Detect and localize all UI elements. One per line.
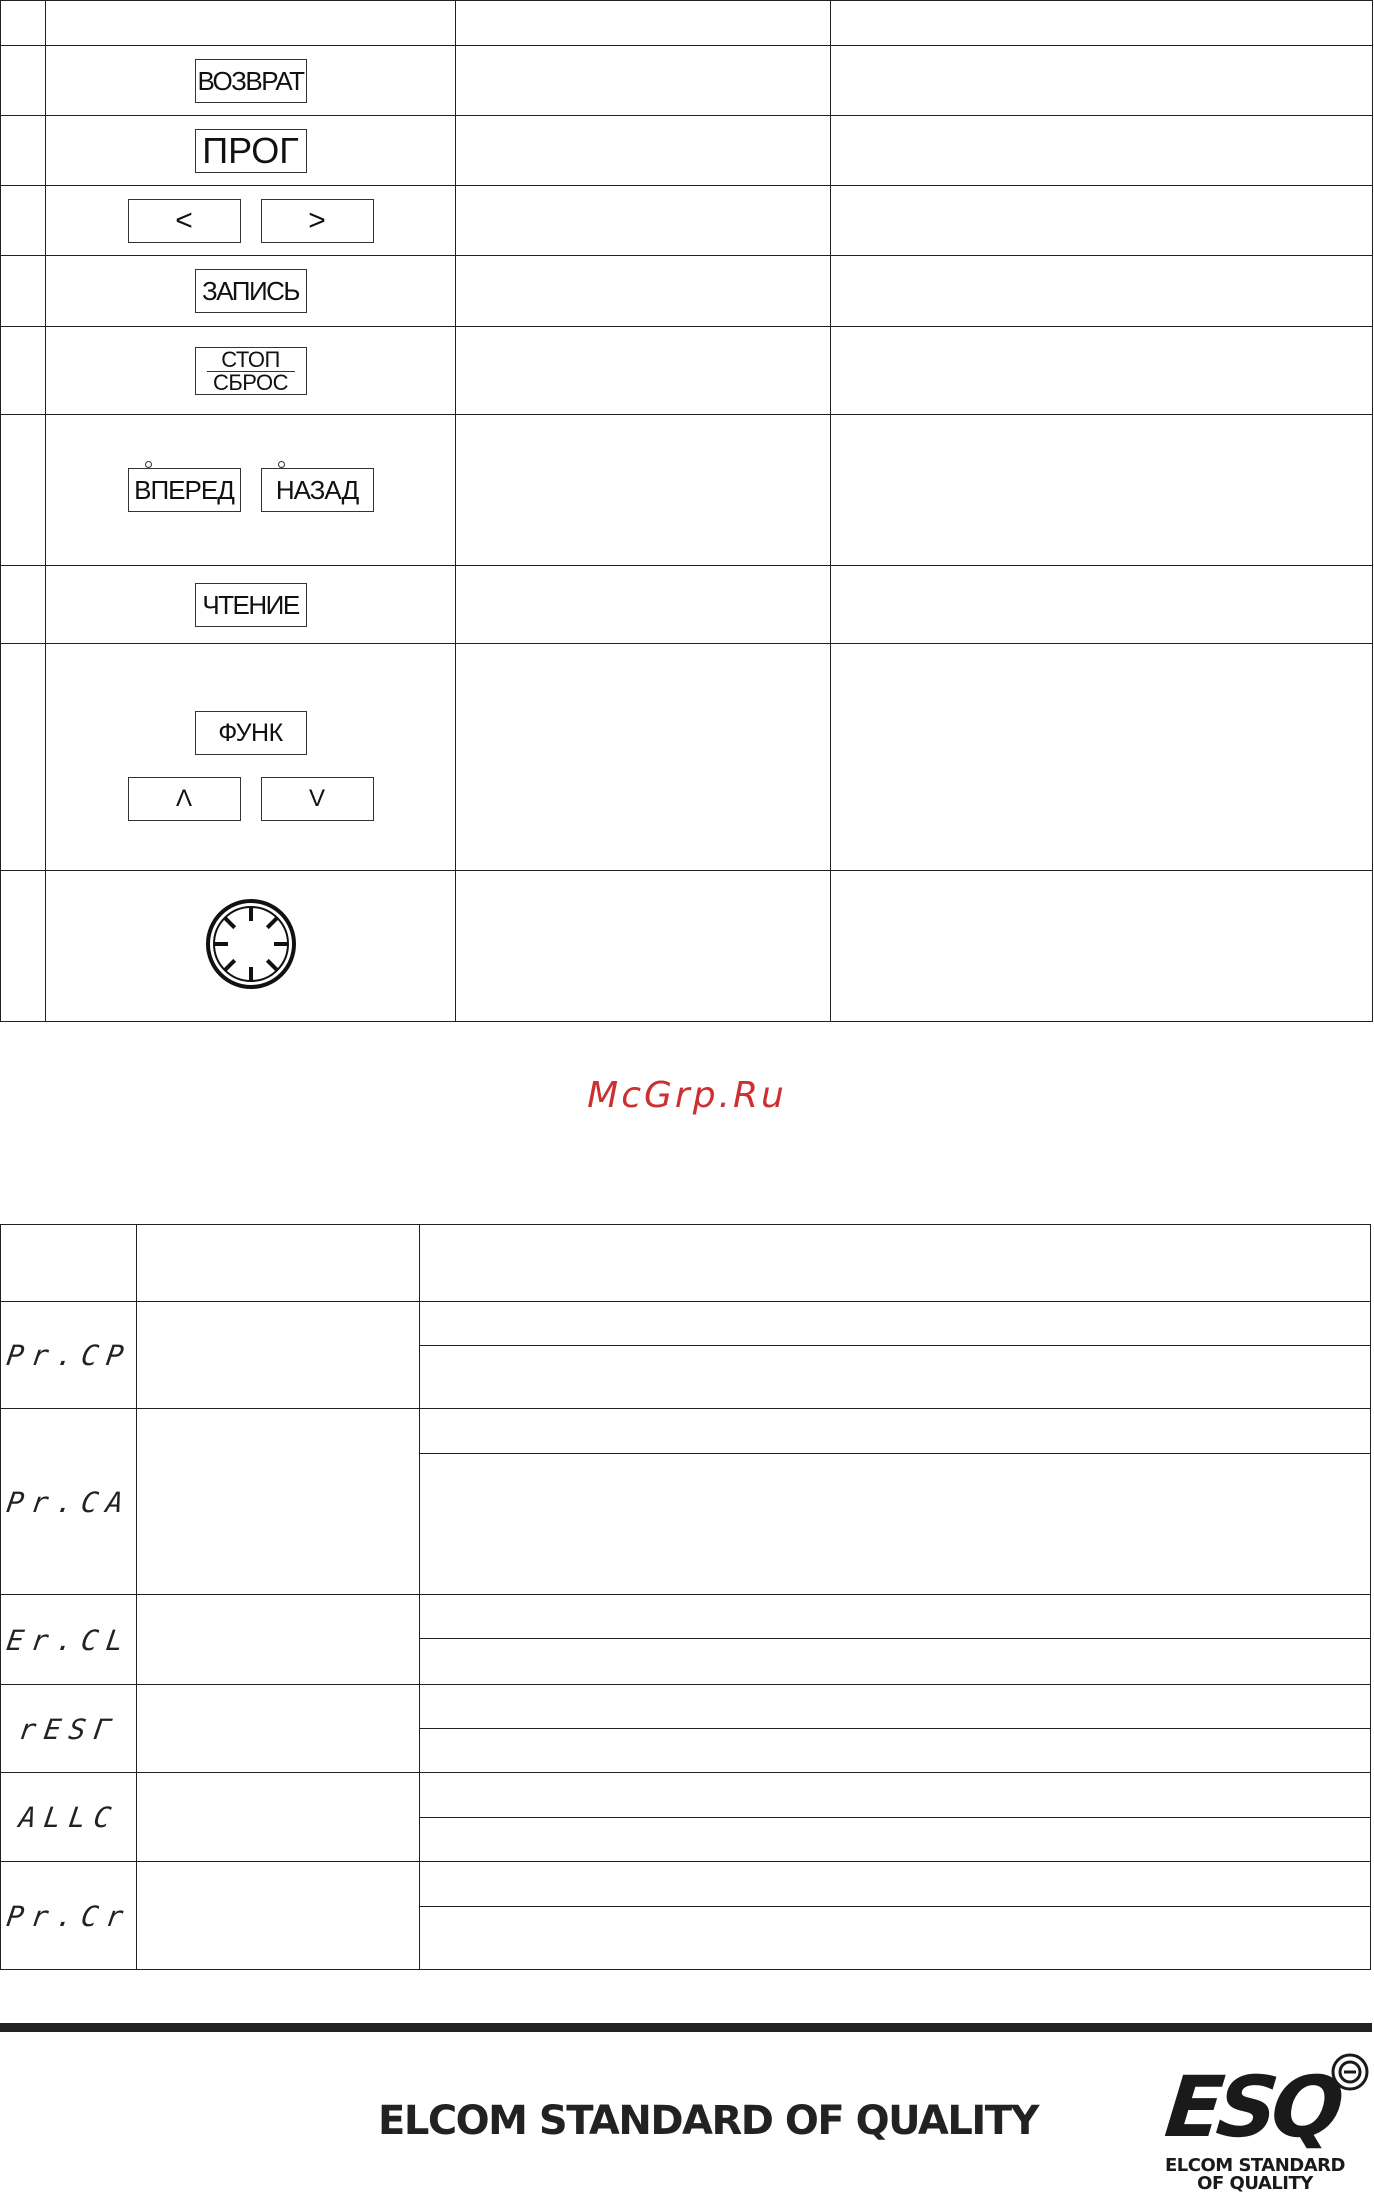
back-label: НАЗАД (275, 475, 359, 505)
logo-line-2: OF QUALITY (1197, 2173, 1313, 2194)
indicator-dot-icon (278, 461, 285, 468)
table-row (1, 46, 1373, 116)
return-key[interactable]: ВОЗВРАТ (195, 59, 307, 103)
table-row (1, 1409, 1371, 1454)
esq-logo (1160, 2050, 1374, 2194)
stop-reset-key[interactable] (195, 347, 307, 395)
footer-rule (0, 2023, 1372, 2032)
func-key[interactable]: ФУНК (195, 711, 307, 755)
code-cell: Pr.CA (0, 1409, 150, 1595)
forward-label: ВПЕРЕД (134, 475, 234, 505)
up-key[interactable]: Λ (128, 777, 241, 821)
table-row (1, 256, 1373, 327)
indicator-dot-icon (145, 461, 152, 468)
right-key[interactable]: > (261, 199, 374, 243)
table-header-row (1, 1225, 1371, 1302)
reset-label: СБРОС (212, 369, 288, 395)
stop-label: СТОП (207, 349, 295, 372)
table-row (1, 186, 1373, 256)
registered-mark-icon (1330, 2052, 1370, 2092)
table-row (1, 1773, 1371, 1818)
header-cell (456, 1, 831, 46)
back-key[interactable] (261, 468, 374, 512)
table-row (1, 116, 1373, 186)
prog-key[interactable]: ПРОГ (195, 129, 307, 173)
table-row (1, 327, 1373, 415)
header-cell (831, 1, 1373, 46)
table-row (1, 566, 1373, 644)
footer-slogan: ELCOM STANDARD OF QUALITY (378, 2098, 1038, 2144)
header-cell (1, 1, 46, 46)
code-cell: rESГ (0, 1685, 143, 1773)
logo-word: ESQ (1160, 2058, 1343, 2156)
table-row (1, 1302, 1371, 1346)
read-key[interactable]: ЧТЕНИЕ (195, 583, 307, 627)
dial-knob-icon[interactable] (203, 896, 299, 992)
header-cell (46, 1, 456, 46)
table-header-row (1, 1, 1373, 46)
down-key[interactable]: V (261, 777, 374, 821)
code-cell: Er.CL (0, 1595, 143, 1685)
left-key[interactable]: < (128, 199, 241, 243)
logo-line-1: ELCOM STANDARD (1165, 2155, 1345, 2176)
code-cell: Pr.Cr (0, 1862, 144, 1970)
table-row (1, 1862, 1371, 1907)
table-row (1, 1685, 1371, 1729)
table-row (1, 1595, 1371, 1639)
record-key[interactable]: ЗАПИСЬ (195, 269, 307, 313)
codes-table (0, 1224, 1371, 1970)
code-cell: ALLC (0, 1773, 143, 1862)
forward-key[interactable] (128, 468, 241, 512)
watermark: McGrp.Ru (587, 1075, 787, 1116)
code-cell: Pr.CP (0, 1302, 144, 1409)
table-row (1, 871, 1373, 1022)
table-row (1, 644, 1373, 871)
keys-table (0, 0, 1373, 1022)
table-row (1, 415, 1373, 566)
